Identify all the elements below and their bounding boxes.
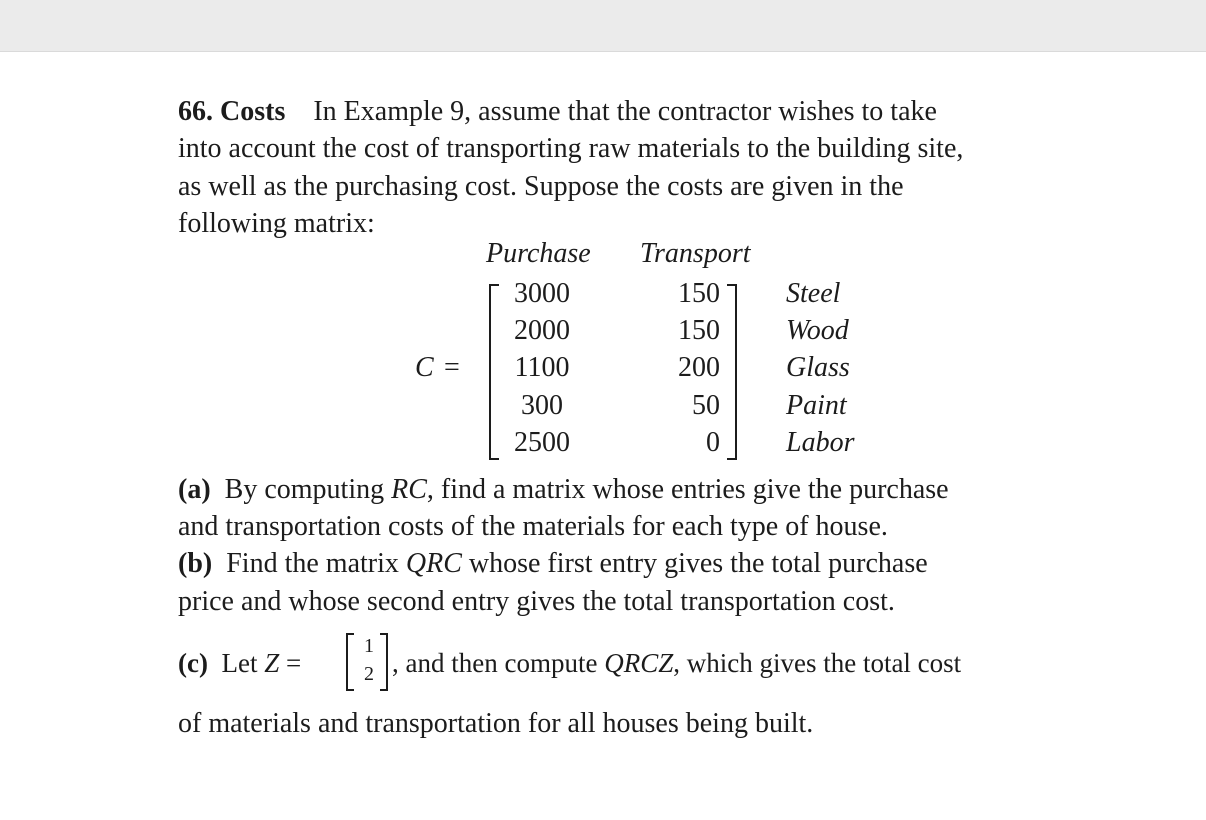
vector-entry-1: 1 (364, 635, 374, 657)
intro-text-2: into account the cost of transporting raw materials to the building site, (178, 133, 964, 164)
cell-transport-paint: 50 (692, 390, 720, 421)
part-c-mid-post: , which gives the total cost (673, 648, 962, 678)
vector-entry-2: 2 (364, 663, 374, 685)
column-header-transport: Transport (640, 238, 751, 269)
row-label-wood: Wood (786, 315, 849, 346)
part-b-line-1 (178, 545, 928, 583)
part-c-mid-pre: , and then compute (392, 648, 605, 678)
part-a-line-1 (178, 471, 949, 509)
part-a-text-pre: By computing (224, 474, 392, 505)
cell-transport-wood: 150 (678, 315, 720, 346)
part-c-line-1-right (392, 645, 961, 683)
cell-transport-glass: 200 (678, 352, 720, 383)
part-b-tag: (b) (178, 548, 213, 579)
vector-left-bracket (346, 633, 354, 691)
cell-purchase-glass: 1100 (514, 352, 570, 383)
part-b-var: QRC (405, 548, 462, 579)
cell-transport-labor: 0 (706, 427, 720, 458)
matrix-name: C (415, 352, 434, 383)
intro-text-3: as well as the purchasing cost. Suppose the costs are given in the (178, 171, 904, 202)
cell-purchase-wood: 2000 (514, 315, 570, 346)
part-c-equals: = (285, 648, 302, 678)
cell-purchase-steel: 3000 (514, 278, 570, 309)
problem-heading: Costs (220, 96, 286, 127)
part-c-line-1-left (178, 645, 301, 683)
part-a-line-2: and transportation costs of the materials for each type of house. (178, 511, 888, 542)
part-a-text-post: , find a matrix whose entries give the purchase (426, 474, 949, 505)
part-b-text-post: whose first entry gives the total purchase (461, 548, 928, 579)
row-label-steel: Steel (786, 278, 841, 309)
cell-transport-steel: 150 (678, 278, 720, 309)
vector-right-bracket (380, 633, 388, 691)
row-label-labor: Labor (786, 427, 855, 458)
part-c-var: Z (264, 648, 280, 678)
cell-purchase-paint: 300 (521, 390, 563, 421)
part-b-line-2: price and whose second entry gives the total transportation cost. (178, 586, 895, 617)
part-b-text-pre: Find the matrix (226, 548, 406, 579)
part-a-tag: (a) (178, 474, 211, 505)
column-header-purchase: Purchase (486, 238, 591, 269)
row-label-paint: Paint (786, 390, 847, 421)
matrix-equals: = (444, 352, 460, 383)
problem-number: 66. (178, 96, 213, 127)
intro-text-1: In Example 9, assume that the contractor wishes to take (313, 96, 937, 127)
part-c-line-2: of materials and transportation for all houses being built. (178, 708, 814, 739)
row-label-glass: Glass (786, 352, 850, 383)
part-a-var: RC (391, 474, 427, 505)
matrix-right-bracket (727, 284, 737, 460)
intro-text-4: following matrix: (178, 208, 375, 239)
part-c-mid-var: QRCZ (604, 648, 674, 678)
part-c-let: Let (221, 648, 265, 678)
part-c-tag: (c) (178, 648, 208, 678)
cell-purchase-labor: 2500 (514, 427, 570, 458)
